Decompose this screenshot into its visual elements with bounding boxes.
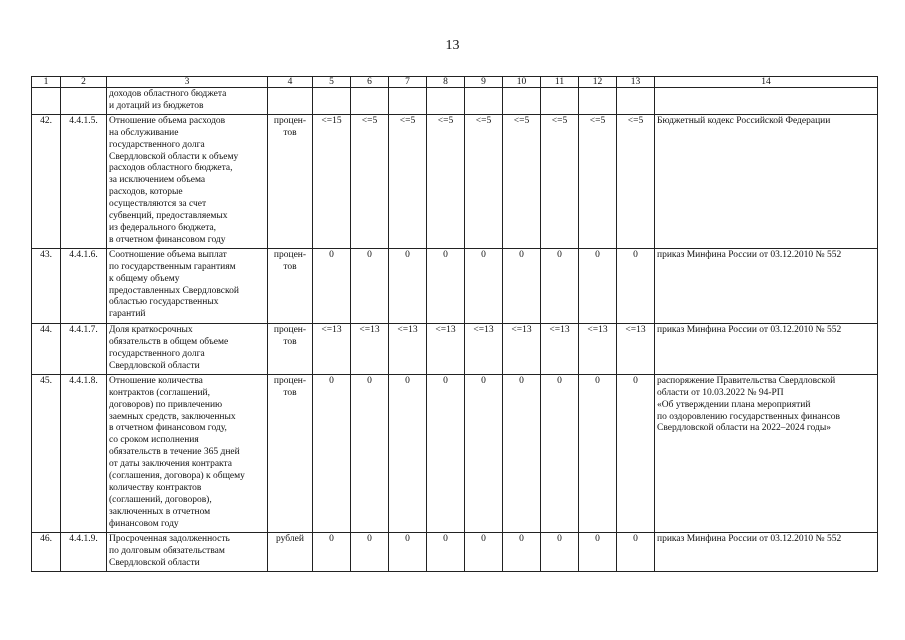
value-cell: 0 [465, 532, 503, 571]
header-cell: 8 [427, 77, 465, 88]
value-cell: <=5 [351, 114, 389, 248]
value-cell: 0 [541, 374, 579, 532]
value-cell: 0 [427, 248, 465, 323]
header-row [32, 77, 878, 88]
empty-cell [389, 88, 427, 115]
value-cell: 0 [541, 248, 579, 323]
empty-cell [617, 88, 655, 115]
empty-cell [32, 88, 61, 115]
header-cell: 12 [579, 77, 617, 88]
row-number: 43. [32, 248, 61, 323]
row-code: 4.4.1.8. [61, 374, 107, 532]
header-cell: 5 [313, 77, 351, 88]
header-cell: 1 [32, 77, 61, 88]
row-code: 4.4.1.5. [61, 114, 107, 248]
empty-cell [268, 88, 313, 115]
unit: процен- тов [268, 374, 313, 532]
empty-cell [541, 88, 579, 115]
row-code: 4.4.1.7. [61, 323, 107, 374]
value-cell: 0 [427, 532, 465, 571]
value-cell: <=5 [427, 114, 465, 248]
value-cell: <=13 [465, 323, 503, 374]
source-document: Бюджетный кодекс Российской Федерации [655, 114, 878, 248]
value-cell: <=5 [579, 114, 617, 248]
indicator-name: Просроченная задолженность по долговым обязательствам Свердловской области [107, 532, 268, 571]
empty-cell [579, 88, 617, 115]
value-cell: <=13 [389, 323, 427, 374]
empty-cell [427, 88, 465, 115]
value-cell: 0 [313, 374, 351, 532]
value-cell: 0 [313, 248, 351, 323]
value-cell: <=13 [579, 323, 617, 374]
indicators-table [31, 76, 878, 572]
value-cell: <=5 [541, 114, 579, 248]
empty-cell [465, 88, 503, 115]
value-cell: 0 [351, 374, 389, 532]
header-cell: 6 [351, 77, 389, 88]
value-cell: 0 [579, 532, 617, 571]
header-cell: 11 [541, 77, 579, 88]
value-cell: 0 [313, 532, 351, 571]
value-cell: <=5 [617, 114, 655, 248]
header-cell: 4 [268, 77, 313, 88]
table-row [32, 532, 878, 571]
empty-cell [313, 88, 351, 115]
value-cell: <=15 [313, 114, 351, 248]
value-cell: 0 [503, 248, 541, 323]
value-cell: 0 [389, 374, 427, 532]
value-cell: <=13 [503, 323, 541, 374]
value-cell: <=13 [541, 323, 579, 374]
header-cell: 9 [465, 77, 503, 88]
indicator-name: Соотношение объема выплат по государственным гарантиям к общему объему предоставленных Свердловской областью государственных гарантий [107, 248, 268, 323]
unit: процен- тов [268, 323, 313, 374]
header-cell: 14 [655, 77, 878, 88]
empty-cell [61, 88, 107, 115]
row-number: 46. [32, 532, 61, 571]
table-row [32, 323, 878, 374]
value-cell: <=13 [351, 323, 389, 374]
source-document: приказ Минфина России от 03.12.2010 № 552 [655, 248, 878, 323]
value-cell: 0 [503, 532, 541, 571]
header-cell: 3 [107, 77, 268, 88]
header-cell: 2 [61, 77, 107, 88]
value-cell: <=13 [617, 323, 655, 374]
header-cell: 13 [617, 77, 655, 88]
empty-cell [655, 88, 878, 115]
header-cell: 7 [389, 77, 427, 88]
table-row [32, 374, 878, 532]
unit: процен- тов [268, 114, 313, 248]
source-document: приказ Минфина России от 03.12.2010 № 552 [655, 532, 878, 571]
value-cell: <=5 [465, 114, 503, 248]
source-document: распоряжение Правительства Свердловской области от 10.03.2022 № 94-РП «Об утверждении плана мероприятий по оздоровлению государственных финансов Свердловской области на 2022–2024 годы» [655, 374, 878, 532]
value-cell: 0 [389, 532, 427, 571]
value-cell: 0 [579, 374, 617, 532]
page-number: 13 [445, 38, 460, 53]
continuation-text: доходов областного бюджета и дотаций из бюджетов [107, 88, 268, 115]
value-cell: 0 [351, 532, 389, 571]
indicator-name: Доля краткосрочных обязательств в общем объеме государственного долга Свердловской области [107, 323, 268, 374]
row-number: 45. [32, 374, 61, 532]
row-code: 4.4.1.6. [61, 248, 107, 323]
value-cell: 0 [541, 532, 579, 571]
value-cell: 0 [503, 374, 541, 532]
value-cell: <=13 [313, 323, 351, 374]
value-cell: <=5 [503, 114, 541, 248]
value-cell: 0 [427, 374, 465, 532]
value-cell: 0 [617, 374, 655, 532]
table-row [32, 114, 878, 248]
value-cell: 0 [617, 248, 655, 323]
value-cell: <=13 [427, 323, 465, 374]
row-code: 4.4.1.9. [61, 532, 107, 571]
value-cell: 0 [617, 532, 655, 571]
value-cell: 0 [579, 248, 617, 323]
empty-cell [351, 88, 389, 115]
empty-cell [503, 88, 541, 115]
continuation-row [32, 88, 878, 115]
source-document: приказ Минфина России от 03.12.2010 № 552 [655, 323, 878, 374]
unit: рублей [268, 532, 313, 571]
indicator-name: Отношение количества контрактов (соглашений, договоров) по привлечению заемных средств, заключенных в отчетном финансовом году, со сроком исполнения обязательств в течение 365 дней от даты заключения контракта (соглашения, договора) к общему количеству контрактов (соглашений, договоров), заключенных в отчетном финансовом году [107, 374, 268, 532]
value-cell: 0 [465, 248, 503, 323]
row-number: 44. [32, 323, 61, 374]
indicator-name: Отношение объема расходов на обслуживание государственного долга Свердловской области к объему расходов областного бюджета, за исключением объема расходов, которые осуществляются за счет субвенций, предоставляемых из федерального бюджета, в отчетном финансовом году [107, 114, 268, 248]
value-cell: <=5 [389, 114, 427, 248]
value-cell: 0 [351, 248, 389, 323]
header-cell: 10 [503, 77, 541, 88]
value-cell: 0 [389, 248, 427, 323]
value-cell: 0 [465, 374, 503, 532]
row-number: 42. [32, 114, 61, 248]
unit: процен- тов [268, 248, 313, 323]
table-row [32, 248, 878, 323]
